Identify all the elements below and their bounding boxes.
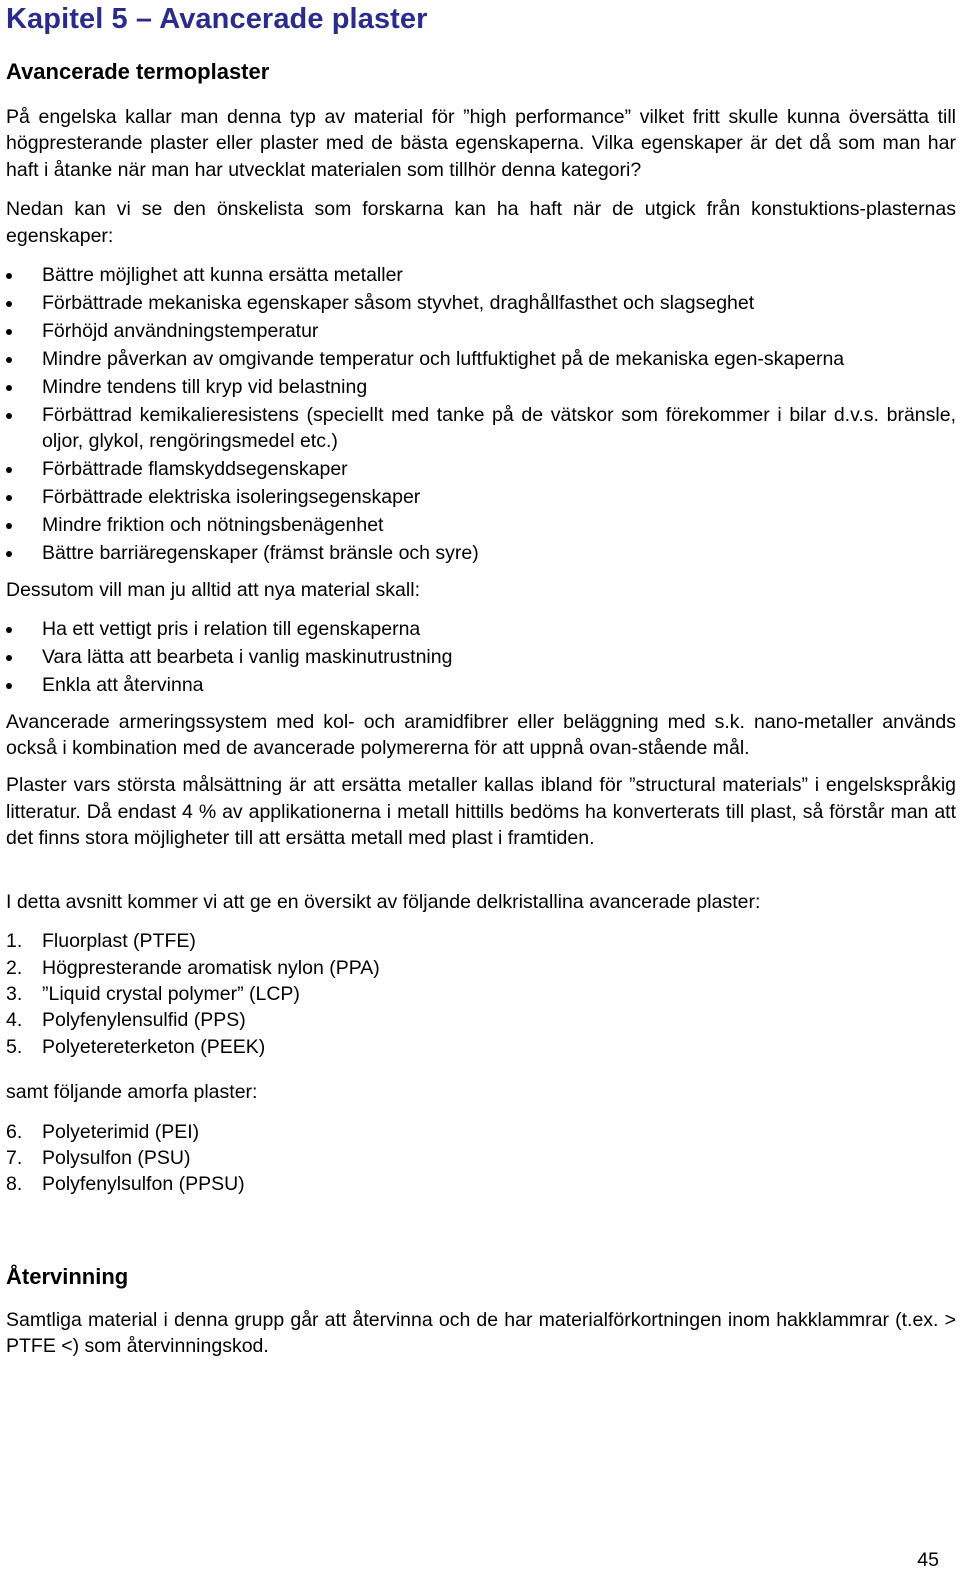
- wishlist: [6, 262, 956, 567]
- list-item: Förbättrade elektriska isoleringsegenskaper: [6, 484, 956, 510]
- section-heading-advanced-thermoplastics: Avancerade termoplaster: [6, 59, 270, 84]
- bullet-icon: [6, 273, 12, 279]
- structural-materials-paragraph: Plaster vars största målsättning är att ersätta metaller kallas ibland för ”structural materials” i engelskspråkig litteratur. Då endast 4 % av applikationerna i metall hittills bedöms ha konverterats till plast, så förstår man att det finns stora möjligheter till att ersätta metall med plast i framtiden.: [6, 774, 956, 850]
- list-item: Mindre tendens till kryp vid belastning: [6, 374, 956, 400]
- bullet-icon: [6, 683, 12, 689]
- bullet-icon: [6, 357, 12, 363]
- list-item: 1. Fluorplast (PTFE): [6, 930, 196, 953]
- bullet-icon: [6, 329, 12, 335]
- list-item: Bättre barriäregenskaper (främst bränsle och syre): [6, 540, 956, 566]
- recycling-paragraph: Samtliga material i denna grupp går att återvinna och de har materialförkortningen inom hakklammrar (t.ex. > PTFE <) som återvinningskod.: [6, 1308, 956, 1358]
- amorphous-plastics-list: [6, 1119, 956, 1198]
- bullet-icon: [6, 467, 12, 473]
- list-item: 3. ”Liquid crystal polymer” (LCP): [6, 982, 300, 1005]
- bullet-icon: [6, 413, 12, 419]
- bullet-icon: [6, 551, 12, 557]
- list-item: 4. Polyfenylensulfid (PPS): [6, 1009, 246, 1032]
- intro-paragraph: På engelska kallar man denna typ av material för ”high performance” vilket fritt skulle kunna översätta till högpresterande plaster eller plaster med de bästa egenskaperna. Vilka egenskaper är det då som man har haft i åtanke när man har utvecklat materialen som tillhör denna kategori?: [6, 106, 956, 181]
- bullet-icon: [6, 495, 12, 501]
- bullet-icon: [6, 655, 12, 661]
- list-item: Mindre påverkan av omgivande temperatur och luftfuktighet på de mekaniska egen-skaperna: [6, 346, 956, 372]
- list-item: Vara lätta att bearbeta i vanlig maskinutrustning: [6, 644, 956, 670]
- bullet-icon: [6, 523, 12, 529]
- list-item: Förbättrad kemikalieresistens (speciellt med tanke på de vätskor som förekommer i bilar d.v.s. bränsle, oljor, glykol, rengöringsmedel etc.): [6, 402, 956, 455]
- list-item: Förhöjd användningstemperatur: [6, 318, 956, 344]
- reinforcement-paragraph: Avancerade armeringssystem med kol- och aramidfibrer eller beläggning med s.k. nano-metaller används också i kombination med de avancerade polymererna för att uppnå ovan-stående mål.: [6, 710, 956, 760]
- list-item: Mindre friktion och nötningsbenägenhet: [6, 512, 956, 538]
- list-item: 2. Högpresterande aromatisk nylon (PPA): [6, 956, 380, 979]
- chapter-title: Kapitel 5 – Avancerade plaster: [6, 3, 428, 35]
- list-item: Förbättrade mekaniska egenskaper såsom styvhet, draghållfasthet och slagseghet: [6, 290, 956, 316]
- wishlist-intro-paragraph: Nedan kan vi se den önskelista som forskarna kan ha haft när de utgick från konstuktions-plasternas egenskaper:: [6, 198, 956, 247]
- list-item: 7. Polysulfon (PSU): [6, 1146, 191, 1169]
- list-item: Förbättrade flamskyddsegenskaper: [6, 456, 956, 482]
- bullet-icon: [6, 385, 12, 391]
- list-item: 5. Polyetereterketon (PEEK): [6, 1035, 266, 1058]
- requirements-intro-paragraph: Dessutom vill man ju alltid att nya material skall:: [6, 578, 420, 601]
- overview-intro-paragraph: I detta avsnitt kommer vi att ge en översikt av följande delkristallina avancerade plaster:: [6, 890, 761, 913]
- section-heading-recycling: Återvinning: [6, 1263, 129, 1289]
- amorphous-intro-paragraph: samt följande amorfa plaster:: [6, 1081, 258, 1104]
- list-item: Ha ett vettigt pris i relation till egenskaperna: [6, 616, 956, 642]
- list-item: 6. Polyeterimid (PEI): [6, 1120, 200, 1143]
- semicrystalline-plastics-list: [6, 928, 956, 1060]
- requirements-list: [6, 616, 956, 698]
- page-number: 45: [917, 1549, 939, 1571]
- document-page: [6, 0, 956, 1360]
- bullet-icon: [6, 301, 12, 307]
- list-item: 8. Polyfenylsulfon (PPSU): [6, 1173, 245, 1196]
- bullet-icon: [6, 627, 12, 633]
- list-item: Enkla att återvinna: [6, 672, 956, 698]
- list-item: Bättre möjlighet att kunna ersätta metaller: [6, 262, 956, 288]
